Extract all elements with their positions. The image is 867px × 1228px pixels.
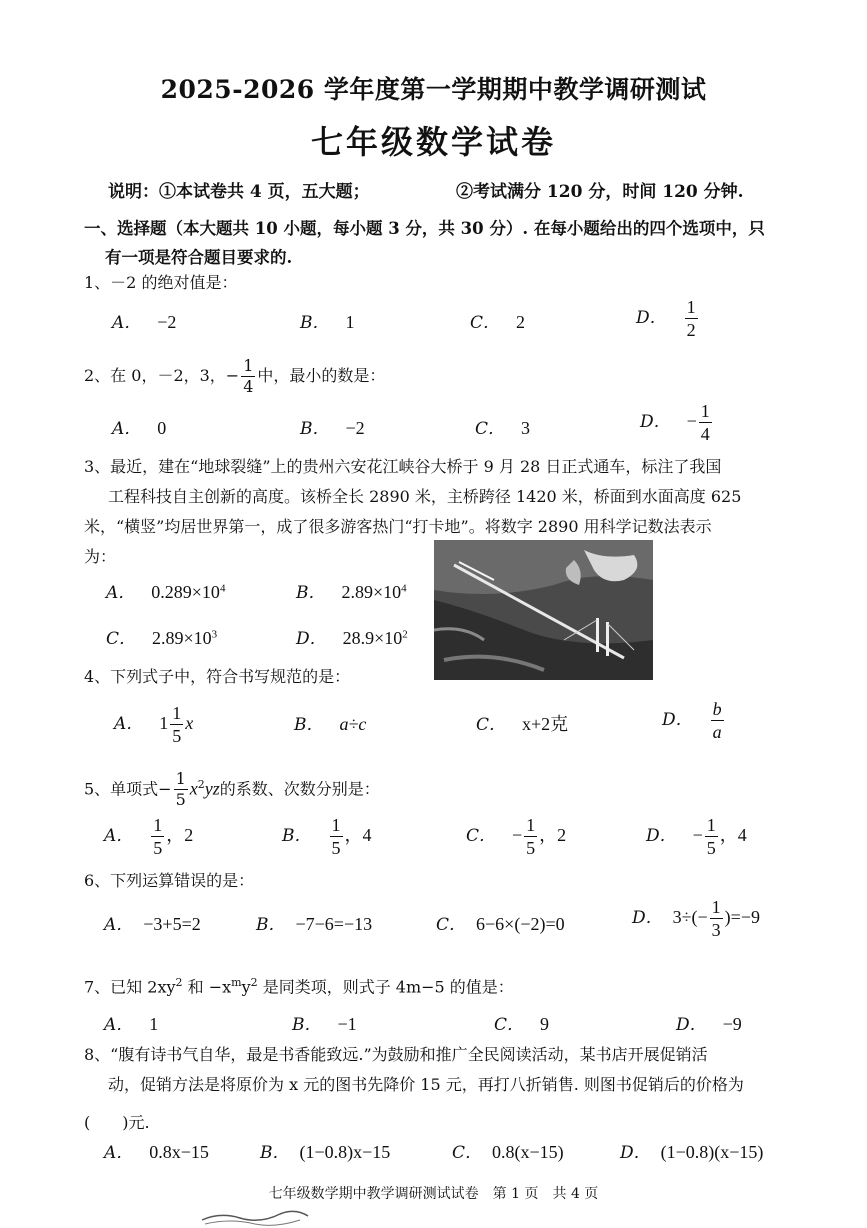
q5-option-c (466, 816, 566, 857)
q5-option-b (282, 816, 372, 857)
fraction-numerator: 1 (711, 897, 721, 917)
option-label: D． (632, 908, 663, 928)
fraction (705, 816, 718, 857)
fraction (699, 402, 712, 443)
fraction (524, 816, 537, 857)
option-value: (1−0.8)x−15 (299, 1142, 391, 1162)
fraction-denominator: 5 (175, 790, 186, 810)
option-sign: − (692, 825, 703, 845)
fraction-denominator: 5 (153, 838, 163, 858)
option-label: A． (104, 826, 134, 846)
expr-pre: 3÷(− (672, 907, 708, 927)
option-value: 1 (149, 1014, 159, 1034)
q7-post: 是同类项，则式子 4m−5 的值是： (257, 977, 514, 997)
option-label: B． (292, 1015, 322, 1035)
option-label: C． (466, 826, 497, 846)
option-value: 1 (345, 312, 355, 332)
q3-option-b (296, 578, 407, 603)
option-value: x+2克 (522, 714, 569, 734)
question-2 (84, 358, 385, 395)
option-label: B． (260, 1143, 290, 1163)
mixed-whole: 1 (159, 713, 169, 733)
option-label: A． (104, 915, 134, 935)
question-6: 6、下列运算错误的是： (84, 871, 255, 890)
fraction-denominator: 4 (243, 377, 254, 396)
bridge-photo (434, 540, 653, 680)
option-value: −2 (345, 418, 365, 438)
q7-pre: 7、已知 2xy (84, 977, 176, 997)
option-label: A． (104, 1143, 134, 1163)
degree: ，2 (539, 825, 567, 845)
option-label: C． (475, 419, 506, 439)
question-7 (84, 968, 514, 1002)
q2-option-d (640, 402, 714, 443)
fraction-numerator: 1 (706, 815, 716, 835)
fraction (710, 898, 723, 939)
q2-option-b (300, 414, 365, 439)
fraction (174, 771, 188, 808)
fraction-numerator: 1 (172, 703, 182, 723)
q7-mid2: y (241, 977, 251, 997)
q4-option-b (294, 710, 366, 735)
option-sign: − (686, 411, 697, 431)
fraction-denominator: 3 (711, 920, 721, 940)
option-value: 28.9×10 (342, 628, 403, 648)
q7-option-d (676, 1010, 742, 1035)
q3-line-3: 米，“横竖”均居世界第一，成了很多游客热门“打卡地”。将数字 2890 用科学记数法表示 (84, 517, 712, 536)
exponent: 2 (175, 976, 183, 989)
q5-option-a (104, 816, 193, 857)
option-value: 2.89×10 (341, 582, 402, 602)
q4-option-d (662, 700, 726, 741)
option-label: B． (282, 826, 312, 846)
section-heading (84, 214, 796, 272)
option-label: C． (494, 1015, 525, 1035)
fraction-numerator: 1 (686, 297, 696, 317)
option-value: 6−6×(−2)=0 (476, 914, 565, 934)
q3-option-a (106, 578, 225, 603)
question-5 (84, 770, 380, 808)
option-label: B． (294, 715, 324, 735)
q4-option-a (114, 704, 193, 745)
fraction-denominator: 5 (331, 838, 341, 858)
option-value: 0 (157, 418, 167, 438)
fraction-numerator: 1 (153, 815, 163, 835)
fraction-numerator: b (712, 699, 722, 719)
fraction-numerator: 1 (526, 815, 536, 835)
option-sign: − (512, 825, 523, 845)
option-label: C． (106, 629, 137, 649)
q1-option-a (112, 308, 176, 333)
q6-option-b (256, 910, 372, 935)
q6-option-d (632, 898, 760, 939)
fraction-numerator: 1 (700, 401, 710, 421)
q2-pre: 2、在 0，－2，3，− (84, 366, 240, 385)
option-label: D． (646, 826, 677, 846)
q6-option-c (436, 910, 565, 935)
q8-option-d (620, 1138, 763, 1163)
fraction-numerator: 1 (331, 815, 341, 835)
q7-option-c (494, 1010, 549, 1035)
q5-option-d (646, 816, 747, 857)
q7-option-b (292, 1010, 357, 1035)
option-value: 3 (521, 418, 531, 438)
q8-line-1: 8、“腹有诗书气自华，最是书香能致远.”为鼓励和推广全民阅读活动，某书店开展促销活 (84, 1045, 708, 1064)
option-label: B． (256, 915, 286, 935)
q8-line-3: ( )元. (84, 1113, 150, 1132)
q8-option-b (260, 1138, 390, 1163)
option-value: 2.89×10 (152, 628, 212, 648)
option-label: B． (300, 313, 330, 333)
fraction-numerator: 1 (175, 769, 186, 789)
section-line-1: 一、选择题（本大题共 10 小题，每小题 3 分，共 30 分）. 在每小题给出的四个选项中，只 (84, 219, 765, 238)
degree: ，2 (166, 825, 194, 845)
option-value: −3+5=2 (143, 914, 201, 934)
fraction (330, 816, 343, 857)
option-label: C． (476, 715, 507, 735)
exam-title: 2025-2026 学年度第一学期期中教学调研测试 (160, 75, 707, 104)
option-label: A． (112, 313, 142, 333)
exponent: 4 (401, 582, 407, 595)
option-label: A． (114, 714, 144, 734)
exponent: 2 (197, 778, 205, 791)
q7-mid: 和 −x (182, 977, 232, 997)
exponent: 3 (211, 628, 218, 641)
exponent: 4 (219, 582, 226, 595)
option-value: 0.289×10 (151, 582, 220, 602)
option-label: C． (436, 915, 467, 935)
q7-option-a (104, 1010, 158, 1035)
term-x: x (189, 778, 198, 799)
q2-post: 中，最小的数是： (257, 366, 386, 385)
q4-option-c (476, 710, 568, 736)
fraction-denominator: 5 (526, 838, 536, 858)
exam-subtitle: 七年级数学试卷 (310, 123, 556, 161)
fraction-denominator: 5 (172, 726, 182, 746)
question-4: 4、下列式子中，符合书写规范的是： (84, 667, 351, 686)
option-label: A． (112, 419, 142, 439)
option-value: 0.8x−15 (149, 1142, 209, 1162)
option-value: (1−0.8)(x−15) (660, 1142, 764, 1162)
q8-option-c (452, 1138, 564, 1163)
option-label: A． (104, 1015, 134, 1035)
option-value: 9 (540, 1014, 550, 1034)
section-line-2: 有一项是符合题目要求的. (105, 248, 293, 267)
option-label: A． (106, 583, 136, 603)
q6-option-a (104, 910, 201, 935)
option-label: D． (640, 412, 671, 432)
fraction (241, 358, 255, 395)
option-label: D． (636, 308, 667, 328)
note-right: ②考试满分 120 分，时间 120 分钟. (456, 182, 744, 202)
exponent: 2 (250, 976, 258, 989)
option-value: −1 (337, 1014, 357, 1034)
q2-option-c (475, 414, 530, 439)
option-value: 2 (516, 312, 526, 332)
fraction-denominator: 4 (700, 424, 710, 444)
q3-option-c (106, 624, 217, 649)
q3-line-2: 工程科技自主创新的高度。该桥全长 2890 米，主桥跨径 1420 米，桥面到水面高度 625 (108, 487, 742, 506)
degree: ，4 (344, 825, 372, 845)
option-label: B． (296, 583, 326, 603)
q1-option-b (300, 308, 355, 333)
fraction-numerator: 1 (243, 356, 254, 375)
question-8 (84, 1040, 792, 1138)
option-label: D． (662, 710, 693, 730)
option-value: −7−6=−13 (295, 914, 373, 934)
q5-post: 的系数、次数分别是： (219, 779, 380, 799)
option-label: C． (452, 1143, 483, 1163)
variable: x (185, 713, 194, 733)
note-left: 说明：①本试卷共 4 页，五大题； (108, 182, 370, 202)
option-label: D． (620, 1143, 651, 1163)
q1-option-d (636, 298, 700, 339)
page-footer: 七年级数学期中教学调研测试试卷 第 1 页 共 4 页 (268, 1186, 599, 1202)
q8-option-a (104, 1138, 209, 1163)
q3-line-1: 3、最近，建在“地球裂缝”上的贵州六安花江峡谷大桥于 9 月 28 日正式通车，标注了我国 (84, 457, 722, 476)
q8-line-2: 动，促销方法是将原价为 x 元的图书先降价 15 元，再打八折销售. 则图书促销后的价格为 (108, 1075, 744, 1094)
term-rest: yz (204, 778, 220, 799)
option-label: B． (300, 419, 330, 439)
q2-option-a (112, 414, 166, 439)
fraction-denominator: a (712, 722, 722, 742)
expr-post: )=−9 (724, 907, 760, 927)
option-value: 0.8(x−15) (492, 1142, 564, 1162)
option-label: D． (296, 629, 327, 649)
exponent: m (231, 976, 242, 989)
option-value: −2 (157, 312, 177, 332)
fraction (711, 700, 724, 741)
fraction-denominator: 2 (686, 320, 696, 340)
option-value: a÷c (339, 714, 367, 734)
question-1: 1、－2 的绝对值是： (84, 273, 238, 292)
degree: ，4 (719, 825, 747, 845)
q1-option-c (470, 308, 525, 333)
fraction (151, 816, 164, 857)
scribble-mark (200, 1198, 310, 1228)
q5-pre: 5、单项式− (84, 779, 172, 799)
q3-line-4: 为： (84, 547, 117, 566)
option-value: −9 (722, 1014, 742, 1034)
fraction (685, 298, 698, 339)
q3-option-d (296, 624, 408, 649)
exponent: 2 (402, 628, 408, 641)
fraction (170, 704, 183, 745)
option-label: C． (470, 313, 501, 333)
fraction-denominator: 5 (706, 838, 716, 858)
option-label: D． (676, 1015, 707, 1035)
